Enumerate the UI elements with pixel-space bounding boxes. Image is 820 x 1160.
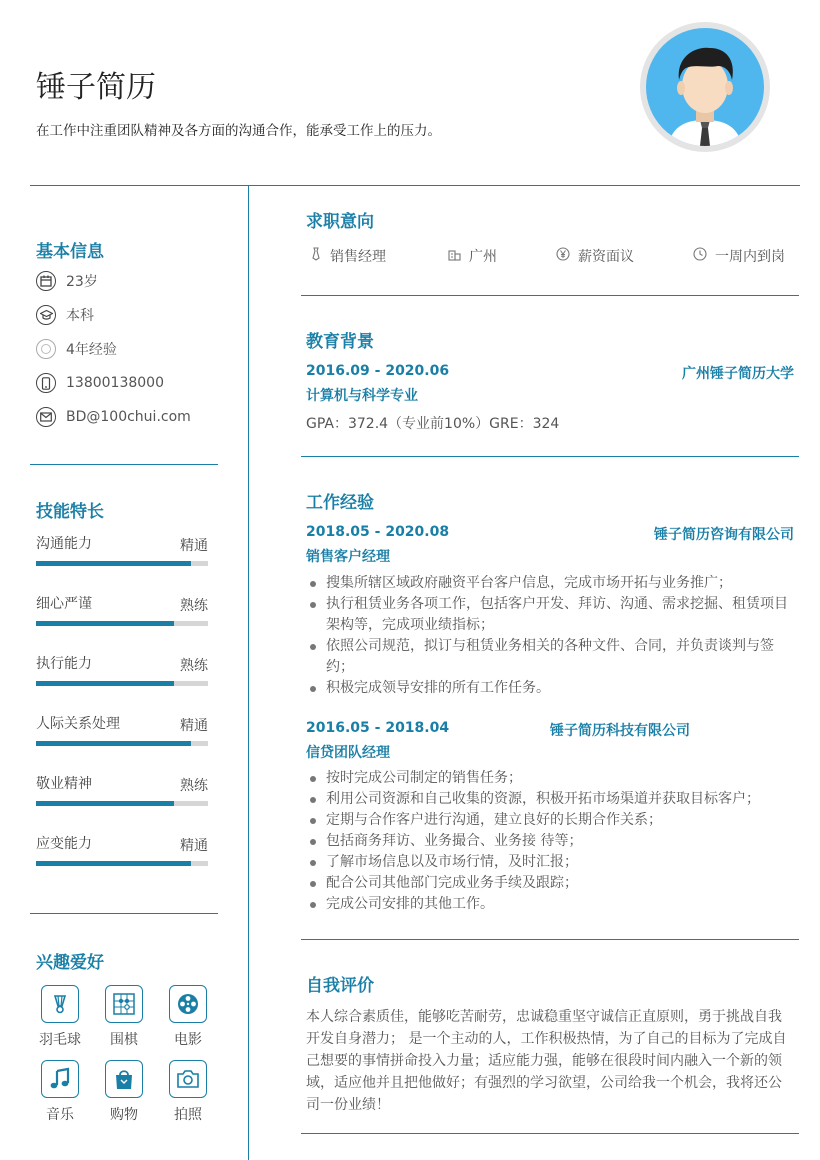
- skill-level: 精通: [180, 718, 208, 734]
- intent-city: [448, 246, 497, 266]
- right-divider: [301, 1133, 799, 1134]
- hobby-item: [94, 985, 154, 1049]
- skill-level: 熟练: [180, 778, 208, 794]
- avatar-illustration: [646, 28, 764, 146]
- hobby-item: [158, 985, 218, 1049]
- info-experience: [36, 338, 117, 360]
- skill-name: 人际关系处理: [36, 716, 120, 732]
- hobby-item: [30, 1060, 90, 1124]
- skill-bar: [36, 741, 208, 746]
- skill-bar: [36, 621, 208, 626]
- intent-position-value: 销售经理: [330, 249, 386, 265]
- camera-icon: [169, 1060, 207, 1098]
- info-degree: [36, 304, 94, 326]
- building-icon: [448, 248, 461, 265]
- education-school: 广州锤子简历大学: [682, 366, 794, 382]
- job-duty: 完成公司安排的其他工作。: [306, 894, 796, 915]
- skill-bar-fill: [36, 561, 191, 566]
- intent-salary: [556, 246, 634, 266]
- job-role: 销售客户经理: [306, 549, 390, 565]
- music-note-icon: [41, 1060, 79, 1098]
- resume-title: 锤子简历: [36, 70, 156, 105]
- skill-bar-fill: [36, 861, 191, 866]
- self-eval-title: 自我评价: [306, 976, 374, 996]
- job-role: 信贷团队经理: [306, 745, 390, 761]
- intent-availability-value: 一周内到岗: [715, 249, 785, 265]
- skill-bar-fill: [36, 741, 191, 746]
- hobby-label: 羽毛球: [39, 1032, 81, 1048]
- resume-intro: 在工作中注重团队精神及各方面的沟通合作，能承受工作上的压力。: [36, 123, 441, 139]
- basic-info-title: 基本信息: [36, 242, 104, 262]
- info-experience-value: 4年经验: [66, 342, 117, 358]
- job-date: 2018.05 - 2020.08: [306, 524, 450, 540]
- hobby-item: [94, 1060, 154, 1124]
- job-duty: 了解市场信息以及市场行情，及时汇报；: [306, 852, 796, 873]
- info-age: [36, 270, 98, 292]
- info-phone-value: 13800138000: [66, 375, 164, 391]
- intent-city-value: 广州: [469, 249, 497, 265]
- calendar-icon: [36, 271, 56, 291]
- job-duty: 依照公司规范，拟订与租赁业务相关的各种文件、合同，并负责谈判与签约；: [306, 636, 796, 678]
- info-phone: [36, 372, 164, 394]
- left-divider: [30, 464, 218, 465]
- phone-icon: [36, 373, 56, 393]
- info-email: [36, 406, 191, 428]
- info-email-value: BD@100chui.com: [66, 409, 191, 425]
- intent-title: 求职意向: [306, 212, 374, 232]
- job-duty: 包括商务拜访、业务撮合、业务接 待等；: [306, 831, 796, 852]
- skill-bar: [36, 861, 208, 866]
- job-company: 锤子简历咨询有限公司: [654, 527, 794, 543]
- job-duty: 按时完成公司制定的销售任务；: [306, 768, 796, 789]
- header-divider: [30, 185, 800, 186]
- job-duties: [306, 573, 796, 699]
- intent-position: [310, 246, 386, 266]
- education-major: 计算机与科学专业: [306, 388, 418, 404]
- skill-name: 沟通能力: [36, 536, 92, 552]
- education-date: 2016.09 - 2020.06: [306, 363, 450, 379]
- job-duty: 定期与合作客户进行沟通，建立良好的长期合作关系；: [306, 810, 796, 831]
- hobby-item: [158, 1060, 218, 1124]
- job-date: 2016.05 - 2018.04: [306, 720, 450, 736]
- hobby-label: 拍照: [174, 1107, 202, 1123]
- skill-level: 熟练: [180, 598, 208, 614]
- skill-bar: [36, 561, 208, 566]
- skill-level: 精通: [180, 838, 208, 854]
- hobby-label: 围棋: [110, 1032, 138, 1048]
- info-age-value: 23岁: [66, 274, 98, 290]
- go-board-icon: [105, 985, 143, 1023]
- hobbies-title: 兴趣爱好: [36, 953, 104, 973]
- skill-level: 熟练: [180, 658, 208, 674]
- yen-icon: [556, 247, 570, 265]
- info-degree-value: 本科: [66, 308, 94, 324]
- job-duty: 配合公司其他部门完成业务手续及跟踪；: [306, 873, 796, 894]
- job-duty: 积极完成领导安排的所有工作任务。: [306, 678, 796, 699]
- badminton-icon: [41, 985, 79, 1023]
- education-title: 教育背景: [306, 332, 374, 352]
- right-divider: [301, 456, 799, 457]
- hobby-label: 电影: [174, 1032, 202, 1048]
- skill-bar: [36, 801, 208, 806]
- left-divider: [30, 913, 218, 914]
- job-duties: [306, 768, 796, 915]
- skill-bar-fill: [36, 681, 174, 686]
- education-detail: GPA：372.4（专业前10%）GRE：324: [306, 416, 560, 432]
- hobby-label: 音乐: [46, 1107, 74, 1123]
- experience-icon: [36, 339, 56, 359]
- right-divider: [301, 939, 799, 940]
- avatar: [646, 28, 764, 146]
- hobby-item: [30, 985, 90, 1049]
- shopping-bag-icon: [105, 1060, 143, 1098]
- hobby-label: 购物: [110, 1107, 138, 1123]
- right-divider: [301, 295, 799, 296]
- skill-bar-fill: [36, 801, 174, 806]
- skill-name: 执行能力: [36, 656, 92, 672]
- skill-level: 精通: [180, 538, 208, 554]
- job-duty: 利用公司资源和自己收集的资源，积极开拓市场渠道并获取目标客户；: [306, 789, 796, 810]
- tie-icon: [310, 247, 322, 265]
- clock-icon: [693, 247, 707, 265]
- job-duty: 搜集所辖区域政府融资平台客户信息，完成市场开拓与业务推广；: [306, 573, 796, 594]
- job-duty: 执行租赁业务各项工作，包括客户开发、拜访、沟通、需求挖掘、租赁项目架构等，完成项业绩指标；: [306, 594, 796, 636]
- skill-bar-fill: [36, 621, 174, 626]
- film-reel-icon: [169, 985, 207, 1023]
- skill-name: 细心严谨: [36, 596, 92, 612]
- self-eval-text: 本人综合素质佳，能够吃苦耐劳，忠诚稳重坚守诚信正直原则，勇于挑战自我开发自身潜力； 是一个主动的人，工作积极热情，为了自己的目标为了完成自己想要的事情拼命投入力量；适应能力强，能够在很段时间内融入一个新的领域，适应他并且把他做好；有强烈的学习欲望，公司给我一个机会，我将还公司一份业绩！: [306, 1009, 787, 1113]
- skill-bar: [36, 681, 208, 686]
- job-company: 锤子简历科技有限公司: [550, 723, 690, 739]
- skill-name: 应变能力: [36, 836, 92, 852]
- intent-availability: [693, 246, 785, 266]
- graduation-cap-icon: [36, 305, 56, 325]
- work-title: 工作经验: [306, 493, 374, 513]
- skills-title: 技能特长: [36, 502, 104, 522]
- skill-name: 敬业精神: [36, 776, 92, 792]
- column-divider: [248, 185, 249, 1160]
- email-icon: [36, 407, 56, 427]
- intent-salary-value: 薪资面议: [578, 249, 634, 265]
